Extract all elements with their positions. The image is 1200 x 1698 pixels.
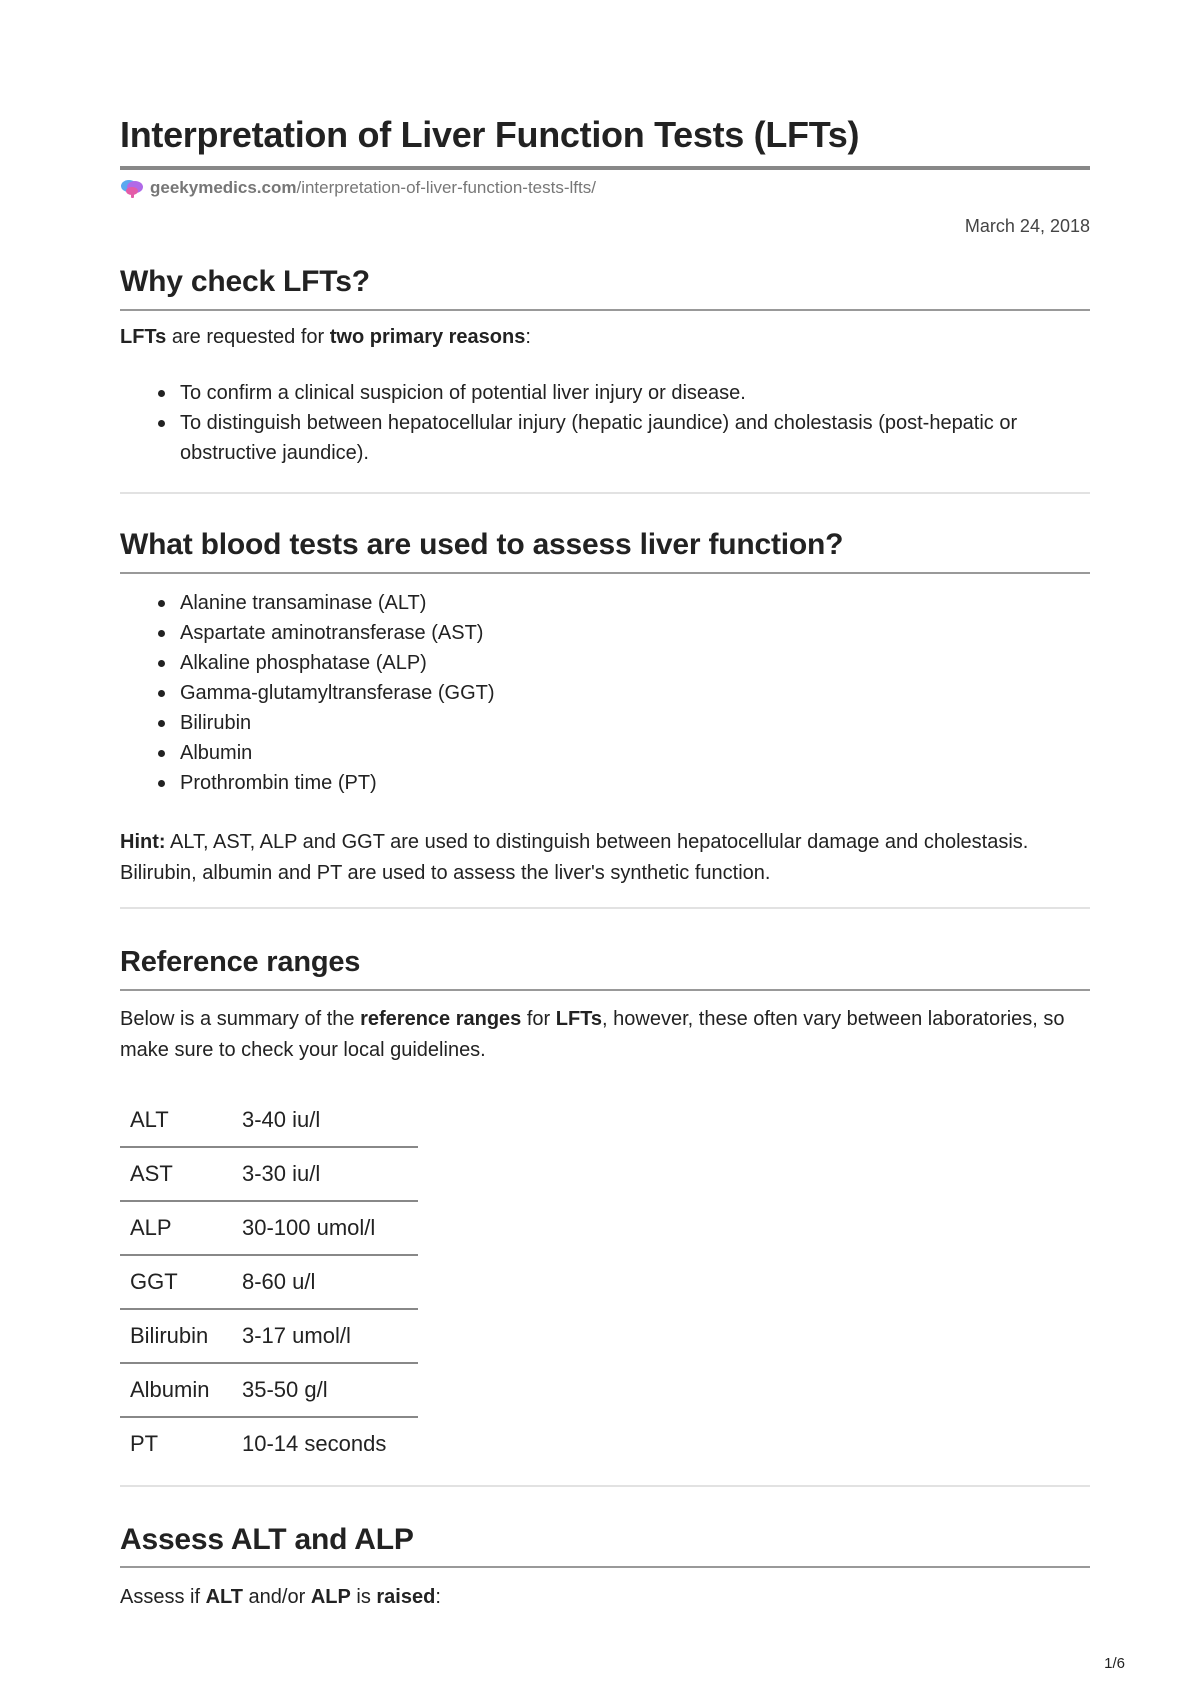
page-number: 1/6 (1104, 1655, 1125, 1672)
list-item: Alkaline phosphatase (ALP) (120, 648, 1090, 678)
table-row (120, 1363, 418, 1417)
source-path[interactable]: /interpretation-of-liver-function-tests-lfts/ (296, 178, 596, 197)
table-row (120, 1255, 418, 1309)
table-row (120, 1147, 418, 1201)
test-name: AST (120, 1147, 232, 1201)
why-intro: LFTs are requested for two primary reasons: (120, 326, 531, 348)
test-range: 30-100 umol/l (232, 1201, 418, 1255)
test-name: GGT (120, 1255, 232, 1309)
section-rule (120, 1566, 1090, 1568)
table-row (120, 1309, 418, 1363)
geekymedics-logo-icon (120, 177, 144, 199)
section-heading-why: Why check LFTs? (120, 265, 370, 298)
list-item: Bilirubin (120, 708, 1090, 738)
list-item: Aspartate aminotransferase (AST) (120, 618, 1090, 648)
publish-date: March 24, 2018 (964, 216, 1090, 236)
list-item: Albumin (120, 738, 1090, 768)
section-divider (120, 1485, 1090, 1487)
tests-list (120, 588, 1090, 798)
assess-intro: Assess if ALT and/or ALP is raised: (120, 1586, 441, 1608)
section-divider (120, 492, 1090, 494)
section-rule (120, 572, 1090, 574)
list-item: Alanine transaminase (ALT) (120, 588, 1090, 618)
source-line (120, 177, 596, 199)
test-name: Bilirubin (120, 1309, 232, 1363)
list-item: To confirm a clinical suspicion of potential liver injury or disease. (120, 378, 1090, 408)
list-item: Gamma-glutamyltransferase (GGT) (120, 678, 1090, 708)
test-name: ALT (120, 1094, 232, 1147)
test-range: 3-40 iu/l (232, 1094, 418, 1147)
section-heading-assess: Assess ALT and ALP (120, 1523, 414, 1556)
section-heading-reference: Reference ranges (120, 946, 361, 978)
test-range: 10-14 seconds (242, 1431, 387, 1456)
test-name: PT (130, 1431, 159, 1456)
test-range: 3-30 iu/l (232, 1147, 418, 1201)
test-range: 8-60 u/l (232, 1255, 418, 1309)
hint-paragraph: Hint: ALT, AST, ALP and GGT are used to distinguish between hepatocellular damage and cholestasis. Bilirubin, albumin and PT are used to assess the liver's synthetic function. (120, 831, 1029, 884)
test-range: 3-17 umol/l (232, 1309, 418, 1363)
test-name: ALP (120, 1201, 232, 1255)
title-divider (120, 166, 1090, 170)
reference-ranges-table (120, 1094, 418, 1470)
section-heading-tests: What blood tests are used to assess liver function? (120, 528, 844, 561)
why-list (120, 378, 1090, 468)
test-name: Albumin (120, 1363, 232, 1417)
source-domain[interactable]: geekymedics.com (150, 178, 297, 197)
section-rule (120, 989, 1090, 991)
page-title: Interpretation of Liver Function Tests (LFTs) (120, 114, 860, 155)
list-item: To distinguish between hepatocellular injury (hepatic jaundice) and cholestasis (post-hepatic or obstructive jaundice). (120, 408, 1090, 468)
section-rule (120, 309, 1090, 311)
table-row (120, 1094, 418, 1147)
table-row (120, 1417, 418, 1470)
test-range: 35-50 g/l (232, 1363, 418, 1417)
section-divider (120, 907, 1090, 909)
reference-intro: Below is a summary of the reference ranges for LFTs, however, these often vary between laboratories, so make sure to check your local guidelines. (120, 1008, 1065, 1061)
table-row (120, 1201, 418, 1255)
list-item: Prothrombin time (PT) (120, 768, 1090, 798)
